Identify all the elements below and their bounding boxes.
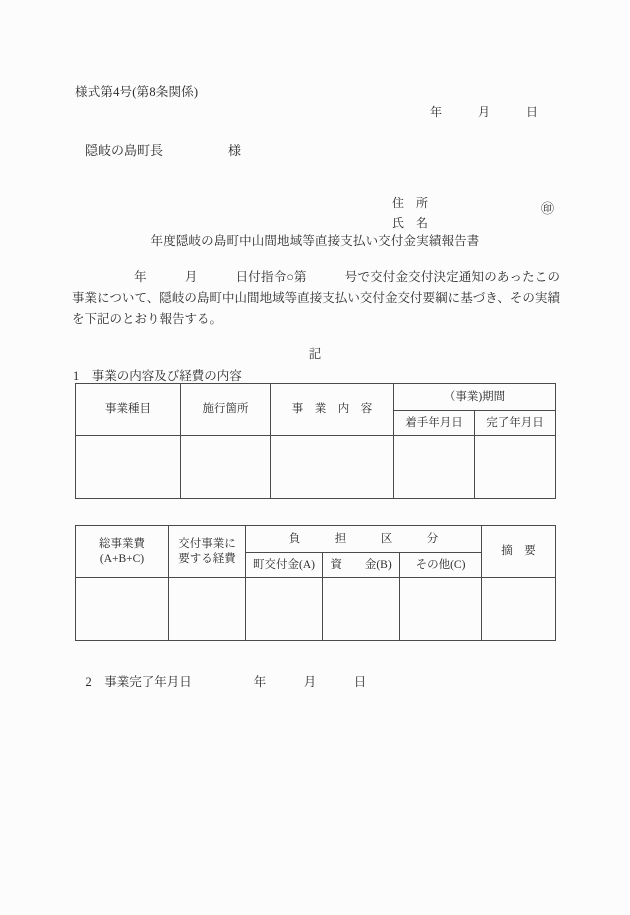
sender-name-row xyxy=(374,199,554,230)
page-title: 年度隠岐の島町中山間地域等直接支払い交付金実績報告書 xyxy=(150,234,480,248)
cell-required-cost[interactable] xyxy=(169,578,246,641)
cell-start-date[interactable] xyxy=(394,436,475,499)
section-2-block xyxy=(73,657,366,705)
seal-icon: ㊞ xyxy=(540,201,554,216)
sender-block xyxy=(374,179,554,230)
addressee-line: 隠岐の島町長 様 xyxy=(85,143,242,158)
ki-marker: 記 xyxy=(308,347,322,361)
header-burden-group: 負 担 区 分 xyxy=(246,526,482,553)
cost-breakdown-table xyxy=(75,525,556,641)
cell-remarks[interactable] xyxy=(482,578,556,641)
cell-end-date[interactable] xyxy=(475,436,556,499)
sender-address-row xyxy=(374,179,554,210)
header-required-cost-line2: 要する経費 xyxy=(178,552,236,565)
header-period-group: （事業)期間 xyxy=(394,384,556,411)
cell-other[interactable] xyxy=(400,578,482,641)
cell-town-subsidy[interactable] xyxy=(246,578,323,641)
section-2-heading: 2 事業完了年月日 xyxy=(85,675,192,689)
header-total-cost-line2: (A+B+C) xyxy=(99,552,145,565)
completion-date: 年 月 日 xyxy=(253,675,367,689)
name-label: 氏 名 xyxy=(392,216,429,230)
header-funds: 資 金(B) xyxy=(323,553,400,578)
header-other: その他(C) xyxy=(400,553,482,578)
header-town-subsidy: 町交付金(A) xyxy=(246,553,323,578)
table-row xyxy=(76,436,556,499)
cell-business-item[interactable] xyxy=(76,436,181,499)
body-paragraph xyxy=(72,267,560,330)
business-content-table xyxy=(75,383,556,499)
header-required-cost xyxy=(169,526,246,578)
header-location: 施行箇所 xyxy=(181,384,271,436)
header-total-cost xyxy=(76,526,169,578)
header-end-date: 完了年月日 xyxy=(475,411,556,436)
header-business-item: 事業種目 xyxy=(76,384,181,436)
form-number: 様式第4号(第8条関係) xyxy=(75,85,199,99)
header-start-date: 着手年月日 xyxy=(394,411,475,436)
cell-location[interactable] xyxy=(181,436,271,499)
body-text: 年 月 日付指令○第 号で交付金交付決定通知のあったこの事業について、隠岐の島町中山間地域等直接支払い交付金交付要綱に基づき、その実績を下記のとおり報告する。 xyxy=(72,270,560,326)
table-header-row-top xyxy=(76,384,556,411)
section-1-heading: 1 事業の内容及び経費の内容 xyxy=(73,369,242,383)
header-business-content: 事 業 内 容 xyxy=(271,384,394,436)
cell-business-content[interactable] xyxy=(271,436,394,499)
address-label: 住 所 xyxy=(392,196,429,210)
header-total-cost-line1: 総事業費 xyxy=(99,537,145,550)
issue-date-line: 年 月 日 xyxy=(430,105,539,119)
table-row xyxy=(76,578,556,641)
table-header-row-top xyxy=(76,526,556,553)
cell-total-cost[interactable] xyxy=(76,578,169,641)
header-remarks: 摘 要 xyxy=(482,526,556,578)
header-required-cost-line1: 交付事業に xyxy=(178,537,236,550)
cell-funds[interactable] xyxy=(323,578,400,641)
